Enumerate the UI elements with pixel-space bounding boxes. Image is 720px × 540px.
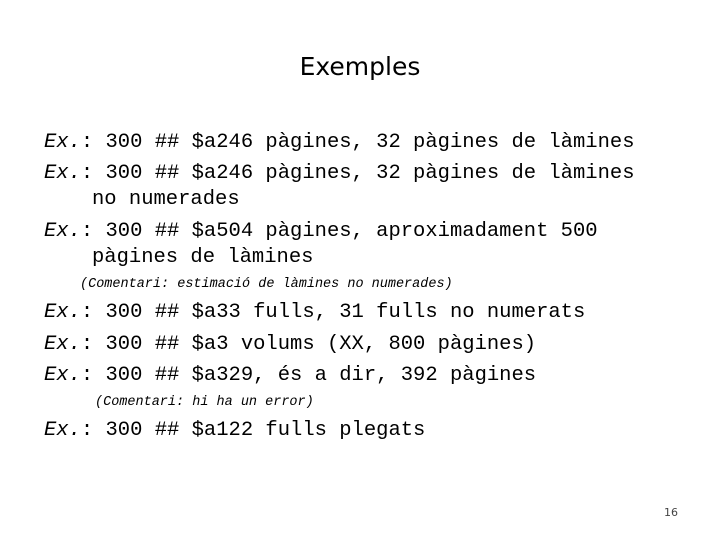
example-line-4	[44, 300, 585, 326]
example-text: : 300 ## $a33 fulls, 31 fulls no numerats	[80, 301, 586, 324]
page-number: 16	[664, 506, 678, 519]
example-text: : 300 ## $a246 pàgines, 32 pàgines de làmines	[80, 162, 635, 185]
example-prefix: Ex.	[44, 162, 81, 185]
example-line-6	[44, 363, 536, 389]
slide-title: Exemples	[299, 52, 421, 81]
example-continuation-2: no numerades	[92, 188, 240, 211]
example-line-3	[44, 219, 598, 245]
example-text: : 300 ## $a504 pàgines, aproximadament 500	[80, 220, 598, 243]
comment-1: (Comentari: estimació de làmines no numerades)	[80, 277, 453, 292]
example-prefix: Ex.	[44, 364, 81, 387]
example-continuation-3: pàgines de làmines	[92, 246, 314, 269]
example-line-5	[44, 332, 536, 358]
example-text: : 300 ## $a3 volums (XX, 800 pàgines)	[80, 333, 537, 356]
example-prefix: Ex.	[44, 131, 81, 154]
example-prefix: Ex.	[44, 333, 81, 356]
example-line-1	[44, 130, 635, 156]
example-text: : 300 ## $a246 pàgines, 32 pàgines de làmines	[80, 131, 635, 154]
example-prefix: Ex.	[44, 419, 81, 442]
comment-2: (Comentari: hi ha un error)	[95, 395, 314, 410]
example-prefix: Ex.	[44, 220, 81, 243]
example-text: : 300 ## $a122 fulls plegats	[80, 419, 426, 442]
example-text: : 300 ## $a329, és a dir, 392 pàgines	[80, 364, 537, 387]
example-line-7	[44, 418, 425, 444]
example-prefix: Ex.	[44, 301, 81, 324]
example-line-2	[44, 161, 635, 187]
